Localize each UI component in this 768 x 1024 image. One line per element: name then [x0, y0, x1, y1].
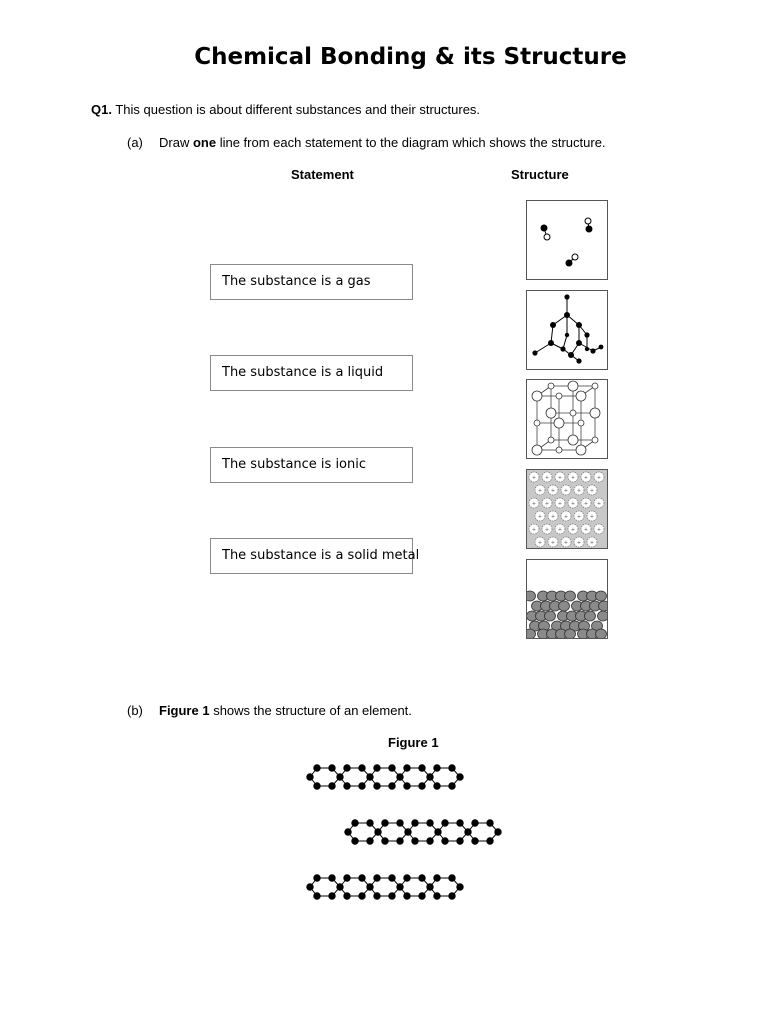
structure-column-heading: Structure — [511, 167, 569, 182]
svg-text:+: + — [544, 501, 550, 507]
statement-liquid[interactable]: The substance is a liquid — [210, 355, 413, 391]
svg-text:+: + — [570, 501, 576, 507]
svg-text:+: + — [537, 488, 543, 494]
svg-text:+: + — [557, 501, 563, 507]
svg-text:+: + — [589, 488, 595, 494]
question-number: Q1. — [91, 102, 112, 117]
svg-text:+: + — [583, 501, 589, 507]
svg-text:+: + — [550, 540, 556, 546]
part-b-text: Figure 1 shows the structure of an element. — [159, 703, 412, 718]
svg-text:+: + — [576, 514, 582, 520]
svg-text:+: + — [596, 475, 602, 481]
svg-text:+: + — [596, 527, 602, 533]
svg-text:+: + — [570, 527, 576, 533]
svg-text:+: + — [557, 527, 563, 533]
svg-text:+: + — [583, 475, 589, 481]
svg-text:+: + — [544, 527, 550, 533]
svg-text:+: + — [563, 514, 569, 520]
statement-gas[interactable]: The substance is a gas — [210, 264, 413, 300]
svg-text:+: + — [576, 540, 582, 546]
question-1 — [91, 102, 480, 117]
structure-metallic-box[interactable] — [526, 469, 608, 549]
structure-ionic-box[interactable] — [526, 379, 608, 459]
svg-text:+: + — [531, 501, 537, 507]
svg-text:+: + — [596, 501, 602, 507]
svg-text:+: + — [576, 488, 582, 494]
gas-molecules-icon — [527, 201, 607, 279]
svg-text:+: + — [537, 514, 543, 520]
graphite-layers-icon — [300, 762, 520, 912]
statement-solid-metal[interactable]: The substance is a solid metal — [210, 538, 413, 574]
liquid-particles-icon — [527, 560, 607, 638]
part-a-text: Draw one line from each statement to the diagram which shows the structure. — [159, 135, 606, 150]
page-title: Chemical Bonding & its Structure — [194, 44, 627, 70]
part-a-label: (a) — [127, 135, 143, 150]
svg-text:+: + — [531, 475, 537, 481]
svg-text:+: + — [583, 527, 589, 533]
structure-giant-covalent-box[interactable] — [526, 290, 608, 370]
svg-text:+: + — [557, 475, 563, 481]
svg-text:+: + — [589, 514, 595, 520]
svg-text:+: + — [544, 475, 550, 481]
metallic-lattice-icon — [527, 470, 607, 548]
svg-text:+: + — [563, 540, 569, 546]
svg-text:+: + — [531, 527, 537, 533]
ionic-lattice-icon — [527, 380, 607, 458]
question-text: This question is about different substances and their structures. — [115, 102, 481, 117]
part-b-label: (b) — [127, 703, 143, 718]
figure-1-title: Figure 1 — [388, 735, 439, 750]
giant-covalent-structure-icon — [527, 291, 607, 369]
statement-ionic[interactable]: The substance is ionic — [210, 447, 413, 483]
statement-column-heading: Statement — [291, 167, 354, 182]
structure-liquid-box[interactable] — [526, 559, 608, 639]
svg-text:+: + — [550, 514, 556, 520]
structure-gas-box[interactable] — [526, 200, 608, 280]
svg-text:+: + — [589, 540, 595, 546]
svg-text:+: + — [537, 540, 543, 546]
svg-text:+: + — [550, 488, 556, 494]
svg-text:+: + — [570, 475, 576, 481]
svg-text:+: + — [563, 488, 569, 494]
